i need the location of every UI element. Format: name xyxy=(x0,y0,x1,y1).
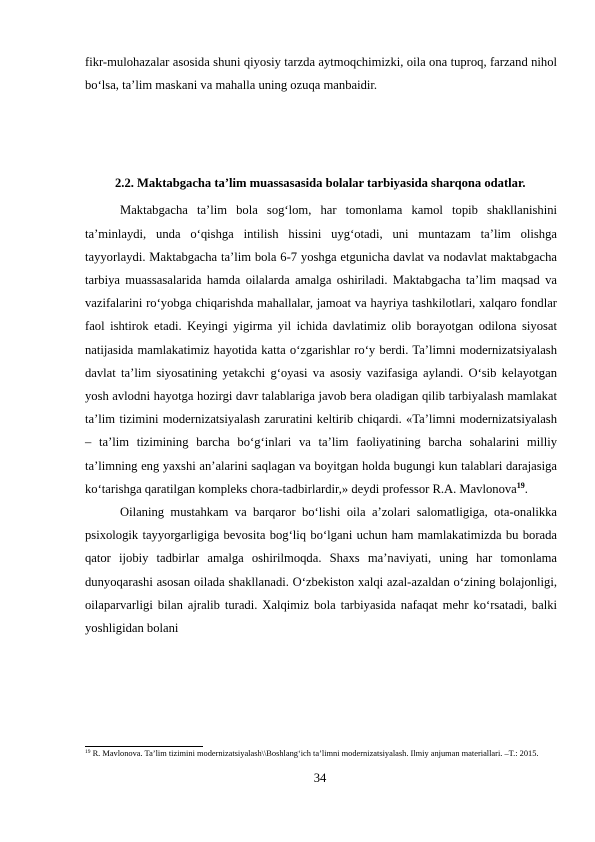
footnote-text: R. Mavlonova. Ta’lim tizimini modernizatsiyalash\\Boshlang‘ich ta’limni modernizatsiyalash. Ilmiy anjuman materiallari. –T.: 2015. xyxy=(90,749,539,758)
page-body xyxy=(85,51,557,640)
footnote-reference[interactable]: 19 xyxy=(516,480,525,490)
paragraph-maktabgacha xyxy=(85,199,557,501)
intro-paragraph: fikr-mulohazalar asosida shuni qiyosiy tarzda aytmoqchimizki, oila ona tuproq, farzand nihol bo‘lsa, ta’lim maskani va mahalla uning ozuqa manbaidir. xyxy=(85,55,557,93)
footnote-divider xyxy=(85,746,203,747)
section-heading: 2.2. Maktabgacha ta’lim muassasasida bolalar tarbiyasida sharqona odatlar. xyxy=(115,176,526,191)
page-number: 34 xyxy=(313,771,327,785)
footnote-number: 19 xyxy=(85,749,91,755)
footnote xyxy=(85,749,557,760)
paragraph-oilaning: Oilaning mustahkam va barqaror bo‘lishi oila a’zolari salomatligiga, ota-onalikka psixologik tayyorgarligiga bevosita bog‘liq bo‘lgani uchun ham mamlakatimizda bu borada qator ijobiy tadbirlar amalga oshirilmoqda. Shaxs ma’naviyati, uning har tomonlama dunyoqarashi asosan oilada shakllanadi. O‘zbekiston xalqi azal-azaldan o‘zining bolajonligi, oilaparvarligi bilan ajralib turadi. Xalqimiz bola tarbiyasida nafaqat mehr ko‘rsatadi, balki yoshligidan bolani xyxy=(85,505,557,636)
paragraph-maktabgacha-text: Maktabgacha ta’lim bola sog‘lom, har tomonlama kamol topib shakllanishini ta’minlaydi, unda o‘qishga intilish hissini uyg‘otadi, uni muntazam ta’lim olishga tayyorlaydi. Maktabgacha ta’lim bola 6-7 yoshga etgunicha davlat va nodavlat maktabgacha tarbiya muassasalarida hamda oilalarda amalga oshiriladi. Maktabgacha ta’lim maqsad va vazifalarini ro‘yobga chiqarishda mahallalar, jamoat va hayriya tashkilotlari, xalqaro fondlar faol ishtirok etadi. Keyingi yigirma yil ichida davlatimiz olib borayotgan odilona siyosat natijasida mamlakatimiz hayotida katta o‘zgarishlar ro‘y berdi. Ta’limni modernizatsiyalash davlat ta’lim siyosatining yetakchi g‘oyasi va asosiy vazifasiga aylandi. O‘sib kelayotgan yosh avlodni hayotga hozirgi davr talablariga javob bera oladigan qilib tarbiyalash mamlakat ta’lim tizimini modernizatsiyalash zaruratini keltirib chiqardi. «Ta’limni modernizatsiyalash – ta’lim tizimining barcha bo‘g‘inlari va ta’lim faoliyatining barcha sohalarini milliy ta’limning eng yaxshi an’alarini saqlagan va boyitgan holda bugungi kun talablari darajasiga ko‘tarishga qaratilgan kompleks chora-tadbirlardir,» deydi professor R.A. Mavlonova xyxy=(85,203,557,496)
paragraph-maktabgacha-end: . xyxy=(524,481,528,496)
